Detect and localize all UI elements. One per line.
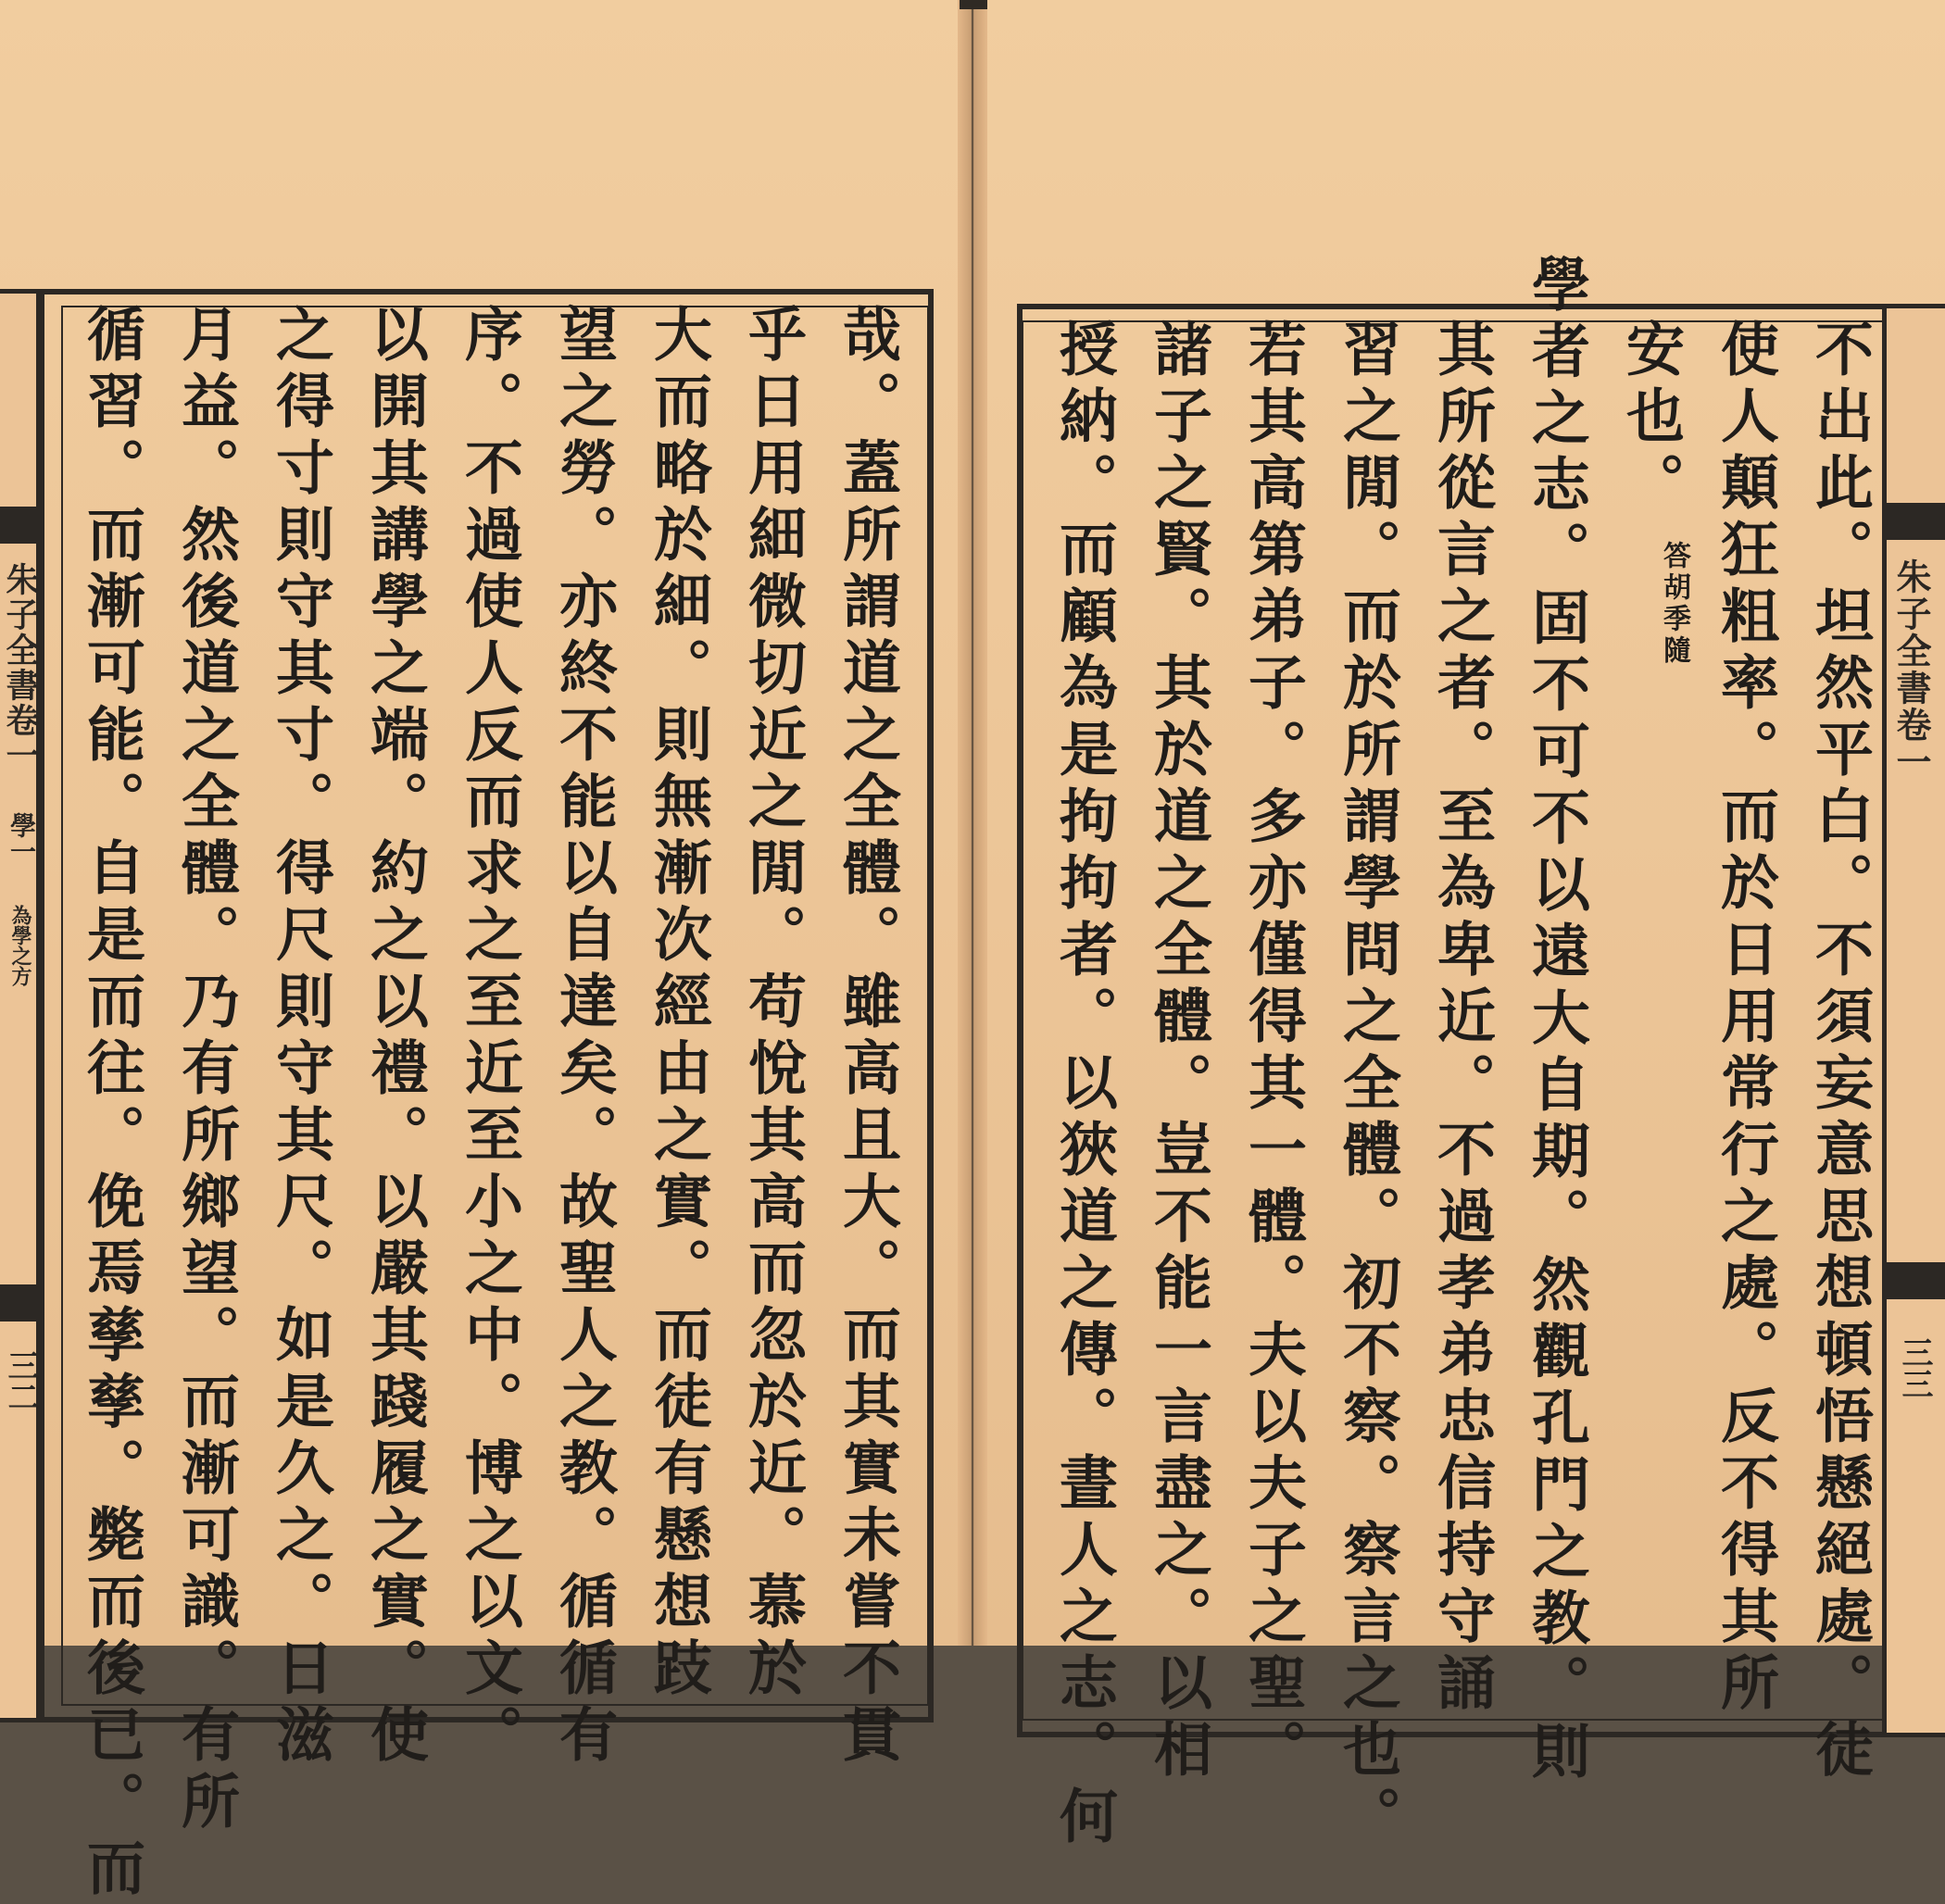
text-column: 以開其講學之端。約之以禮。以嚴其踐履之實。使: [361, 304, 430, 1771]
fishtail-mark-bottom: [0, 1284, 36, 1322]
text-column: 若其高第弟子。多亦僅得其一體。夫以夫子之聖。: [1239, 319, 1308, 1785]
text-column: 授納。而顧為是拘拘者。以狹道之傳。晝人之志。何: [1050, 319, 1119, 1852]
author-note: 答胡季隨: [1658, 541, 1690, 667]
edge-subsection: 為學之方: [8, 905, 32, 986]
text-column: 望之勞。亦終不能以自達矣。故聖人之教。循循有: [550, 304, 619, 1771]
text-column: 月益。然後道之全體。乃有所鄉望。而漸可識。有所: [172, 304, 241, 1837]
right-text-frame: [1017, 254, 1906, 1852]
edge-page-number: 三三: [1896, 1336, 1933, 1399]
text-column: 哉。蓋所謂道之全體。雖高且大。而其實未嘗不貫: [834, 304, 902, 1771]
right-edge-label: [1882, 304, 1945, 1737]
book-gutter: [958, 0, 987, 1646]
text-column: 大而略於細。則無漸次經由之實。而徒有懸想跂: [645, 304, 713, 1704]
text-column: 乎日用細微切近之閒。苟悅其高而忽於近。慕於: [739, 304, 808, 1704]
text-column: 之得寸則守其寸。得尺則守其尺。如是久之。日滋: [267, 304, 335, 1771]
text-column: 循習。而漸可能。自是而往。俛焉孳孳。斃而後已。而: [78, 304, 146, 1904]
left-edge-label: [0, 289, 41, 1722]
edge-book-title: 朱子全書卷一: [1, 562, 40, 773]
text-column: 諸子之賢。其於道之全體。豈不能一言盡之。以相: [1145, 319, 1213, 1785]
fishtail-mark-top: [1887, 503, 1945, 540]
edge-section: 學一: [6, 812, 37, 864]
left-text-frame: [39, 289, 934, 1904]
binding-top: [960, 0, 987, 9]
edge-book-title: 朱子全書卷一: [1890, 558, 1932, 781]
edge-page-number: 三二: [2, 1349, 39, 1412]
text-column: 學者之志。固不可不以遠大自期。然觀孔門之教。則: [1523, 254, 1591, 1787]
text-column: 習之閒。而於所謂學問之全體。初不察。察言之也。: [1334, 319, 1402, 1852]
text-column: 不出此。坦然平白。不須妄意思想頓悟懸絕處。徒: [1806, 319, 1875, 1785]
fishtail-mark-bottom: [1887, 1262, 1945, 1299]
text-column: 序。不過使人反而求之至近至小之中。博之以文。: [456, 304, 524, 1771]
text-column: 安也。: [1617, 319, 1686, 519]
fishtail-mark-top: [0, 507, 36, 544]
text-column: 使人顛狂粗率。而於日用常行之處。反不得其所: [1712, 319, 1780, 1719]
text-column: 其所從言之者。至為卑近。不過孝弟忠信持守誦: [1428, 319, 1497, 1719]
